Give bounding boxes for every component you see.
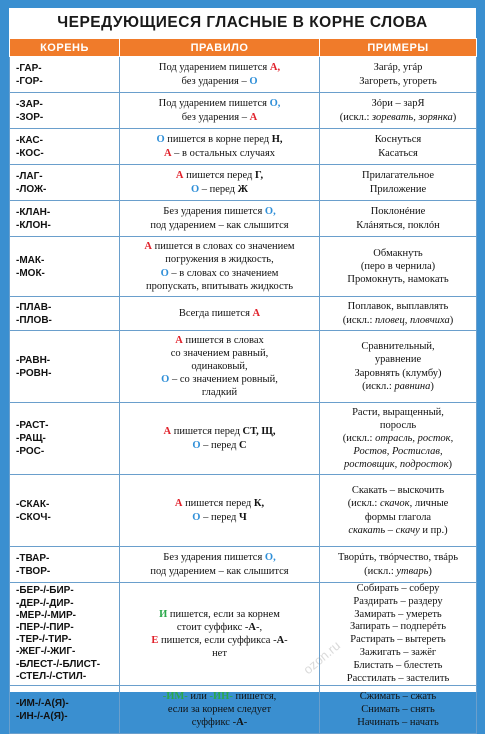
root-variant: -ЛАГ- [16,170,43,182]
table-row [10,201,477,237]
example-text: Поклонéние [370,206,426,218]
table-row [10,475,477,547]
rule-cell [120,583,320,686]
rule-letter: А [252,307,261,319]
example-text: Скакать – выскочить [351,485,445,497]
examples-cell [320,237,477,297]
rule-letter: Е [151,635,159,647]
root-variant: -ПЛОВ- [16,314,52,326]
example-text: Расстилать – застелить [346,672,450,684]
rule-letter: А [163,426,172,438]
example-text: Блистать – блестеть [353,659,443,671]
rule-text: под ударением – как слышится [150,565,289,577]
table-row [10,297,477,331]
root-cell [10,547,120,583]
rule-text: пишется перед [182,498,254,510]
rule-text: под ударением – как слышится [150,219,289,231]
table-row [10,403,477,475]
rule-text: – перед [199,183,238,195]
examples-cell [320,57,477,93]
rule-cell [120,686,320,734]
example-text: Обмакнуть [373,247,423,259]
rule-text: - [243,717,248,729]
example-text: и пр.) [419,524,448,536]
rule-text: если за корнем следует [167,704,272,716]
example-text: поросль [379,419,417,431]
rule-letter: А [248,622,256,634]
example-text: (перо в чернила) [360,260,436,272]
root-variant: -ТВАР- [16,552,50,564]
example-text: ) [452,111,457,123]
root-variant: -РАВН- [16,354,51,366]
rule-letter: СТ, Щ, [242,426,276,438]
example-text: уравнение [374,354,422,366]
rule-text: пишется в словах [182,334,264,346]
rule-letter: О [192,511,201,523]
root-variant: -ПЛАВ- [16,301,52,313]
example-text: ) [448,459,452,471]
rule-letter: О, [269,98,281,110]
rule-text: пишется, если за корнем [167,608,280,620]
rule-cell [120,297,320,331]
example-text: Клáняться, поклóн [356,219,440,231]
root-variant: -КЛАН- [16,206,51,218]
rule-text: Без ударения пишется [163,206,265,218]
example-exception: утварь [396,565,429,577]
example-exception: равнина [394,380,431,392]
rule-cell [120,403,320,475]
example-text: Начинать – начать [357,717,439,729]
rule-cell [120,331,320,403]
root-variant: -КЛОН- [16,219,51,231]
table-row [10,129,477,165]
root-variant: -ГОР- [16,75,43,87]
table-row [10,331,477,403]
rule-letter: О [156,134,165,146]
root-variant: -ДЕР-/-ДИР- [16,597,74,609]
example-text: формы глагола [364,511,432,523]
examples-cell [320,403,477,475]
rule-letter: О [190,183,200,195]
rule-letter: О [161,374,170,386]
rule-text: со значением равный, [170,347,269,359]
root-variant: -ЖЕГ-/-ЖИГ- [16,646,76,658]
example-exception: скакать – скачу [348,524,420,536]
root-cell [10,129,120,165]
example-text: (искл.: [342,432,376,444]
rule-cell [120,475,320,547]
rule-text: пропускать, впитывать жидкость [146,280,293,292]
rule-cell [120,201,320,237]
rule-letter: А [174,498,183,510]
root-cell [10,686,120,734]
rule-letter: К, [253,498,265,510]
example-exception: ростовщик, подросток [344,459,449,471]
rule-letter: О [160,267,169,279]
examples-cell [320,297,477,331]
rule-text: нет [212,648,227,660]
examples-cell [320,165,477,201]
example-text: личные [412,498,449,510]
root-variant: -СТЕЛ-/-СТИЛ- [16,670,87,682]
rule-letter: А [175,170,184,182]
rule-letter: О, [264,206,276,218]
examples-cell [320,686,477,734]
root-variant: -РАЩ- [16,433,46,444]
example-text: Загáр, угáр [373,62,423,74]
rule-text: – в словах со значением [168,267,279,279]
page-title: ЧЕРЕДУЮЩИЕСЯ ГЛАСНЫЕ В КОРНЕ СЛОВА [57,14,428,31]
rule-text: – перед [200,439,240,451]
rule-text: пишется в корне перед [164,134,272,146]
root-cell [10,475,120,547]
example-exception: скачок, [379,498,413,510]
table-row [10,583,477,686]
rule-letter: А [175,334,183,346]
rule-letter: И [159,608,168,620]
example-text: Поплавок, выплавлять [347,301,449,313]
example-text: Коснуться [374,134,422,146]
rule-letter: А [144,241,153,253]
header-rule: ПРАВИЛО [120,39,320,57]
example-text: (искл.: [342,314,376,326]
root-variant: -МЕР-/-МИР- [16,609,76,621]
rule-text: пишется, если суффикса - [158,635,277,647]
example-text: Сравнительный, [361,341,435,353]
example-text: Раздирать – раздеру [353,595,443,607]
root-variant: -ТЕР-/-ТИР- [16,634,72,646]
example-text: Заровнять (клумбу) [354,367,442,379]
header-root: КОРЕНЬ [10,39,120,57]
table-row [10,93,477,129]
rules-table [9,38,477,734]
root-variant: -ГАР- [16,62,42,74]
rule-cell [120,129,320,165]
root-variant: -ИН-/-А(Я)- [16,710,68,722]
rule-cell [120,165,320,201]
rule-cell [120,237,320,297]
root-variant: -КОС- [16,147,44,159]
rule-text: -, [255,622,263,634]
root-variant: -КАС- [16,134,43,146]
root-variant: -СКАК- [16,498,50,510]
rule-text: стоит суффикс - [176,622,249,634]
rule-letter: А [236,717,244,729]
example-text: Промокнуть, намокать [347,274,449,286]
rule-cell [120,93,320,129]
examples-cell [320,129,477,165]
example-exception: зоревать, зорянка [372,111,453,123]
rule-text: Всегда пишется [178,307,253,319]
table-row [10,237,477,297]
example-text: Растирать – вытереть [350,634,446,646]
root-variant: -ТВОР- [16,565,51,577]
example-text: Сжимать – сжать [359,691,437,703]
header-examples: ПРИМЕРЫ [320,39,477,57]
rule-letter: Г, [254,170,264,182]
rule-text: – перед [200,511,239,523]
rule-text: гладкий [201,387,238,399]
rule-letter: С [239,439,247,451]
example-exception: отрасль, росток, [375,432,454,444]
rule-text: Без ударения пишется [163,552,265,564]
rule-text: одинаковый, [191,360,248,372]
example-text: Касаться [378,147,418,159]
root-variant: -ЗАР- [16,98,43,110]
root-variant: -БЕР-/-БИР- [16,585,74,597]
examples-cell [320,583,477,686]
table-row [10,165,477,201]
example-text: Замирать – умереть [354,608,442,620]
table-row [10,686,477,734]
poster-sheet [9,8,476,729]
example-exception: Ростов, Ростислав, [353,446,443,458]
root-cell [10,237,120,297]
rule-text: без ударения – [181,111,250,123]
root-variant: -РОВН- [16,367,52,379]
root-cell [10,201,120,237]
rule-letter: Ч [238,511,247,523]
example-text: ) [428,565,432,577]
rule-text: Под ударением пишется [158,62,270,74]
rule-text: пишется в словах со значением [152,241,295,253]
rule-letter: А, [269,62,281,74]
rule-text: суффикс - [191,717,237,729]
examples-cell [320,331,477,403]
watermark: ozon.ru [300,637,344,678]
root-cell [10,583,120,686]
rule-text: или [187,691,210,703]
rule-text: пишется, [232,691,277,703]
root-variant: -БЛЕСТ-/-БЛИСТ- [16,658,101,670]
root-variant: -СКОЧ- [16,511,51,523]
root-variant: -РАСТ- [16,420,49,431]
root-cell [10,297,120,331]
examples-cell [320,93,477,129]
root-variant: -МАК- [16,254,45,266]
example-text: Творúть, твóрчество, твáрь [337,552,459,564]
rule-text: пишется перед [171,426,243,438]
rule-text: Под ударением пишется [158,98,270,110]
root-variant: -ПЕР-/-ПИР- [16,622,74,633]
example-text: ) [430,380,434,392]
rule-letter: А [249,111,258,123]
root-cell [10,93,120,129]
rule-letter: Ж [237,183,249,195]
example-text: (искл.: [362,380,395,392]
example-text: Прилагательное [362,170,434,182]
rule-letter: О [249,75,258,87]
root-cell [10,57,120,93]
example-text: Расти, выращенный, [352,406,444,418]
rule-letter: А [163,147,172,159]
example-text: ) [449,314,454,326]
examples-cell [320,547,477,583]
rule-letter: Н, [271,134,283,146]
table-row [10,57,477,93]
root-cell [10,331,120,403]
example-text: (искл.: [364,565,397,577]
table-row [10,547,477,583]
root-variant: -ИМ-/-А(Я)- [16,697,69,709]
rule-text: без ударения – [181,75,250,87]
example-text: Загореть, угореть [359,75,437,87]
rule-text: - [284,635,288,647]
example-text: Запирать – подперéть [349,621,446,633]
rule-letter: О [192,439,201,451]
rule-cell [120,57,320,93]
rule-text: – со значением ровный, [169,374,278,386]
table-header-row [10,39,477,57]
rule-text: пишется перед [183,170,255,182]
rule-letter: О, [264,552,276,564]
example-exception: пловец, пловчиха [375,314,450,326]
root-variant: -РОС- [16,446,45,457]
examples-cell [320,201,477,237]
example-text: (искл.: [339,111,372,123]
root-variant: -МОК- [16,267,45,279]
example-text: Приложение [369,183,427,195]
examples-cell [320,475,477,547]
root-variant: -ЛОЖ- [16,183,47,195]
root-variant: -ЗОР- [16,111,44,123]
root-cell [10,403,120,475]
rule-text: погружения в жидкость, [165,254,274,266]
rule-cell [120,547,320,583]
root-cell [10,165,120,201]
example-text: Зажигать – зажёг [359,646,437,658]
rule-letter: А [276,635,285,647]
rule-letter: -ИМ- [162,691,188,703]
example-text: Собирать – соберу [356,583,440,594]
rule-text: – в остальных случаях [171,147,276,159]
example-text: (искл.: [347,498,380,510]
rule-letter: -ИН- [209,691,233,703]
example-text: Зóри – зарЯ [371,98,425,110]
example-text: Снимать – снять [361,704,435,716]
